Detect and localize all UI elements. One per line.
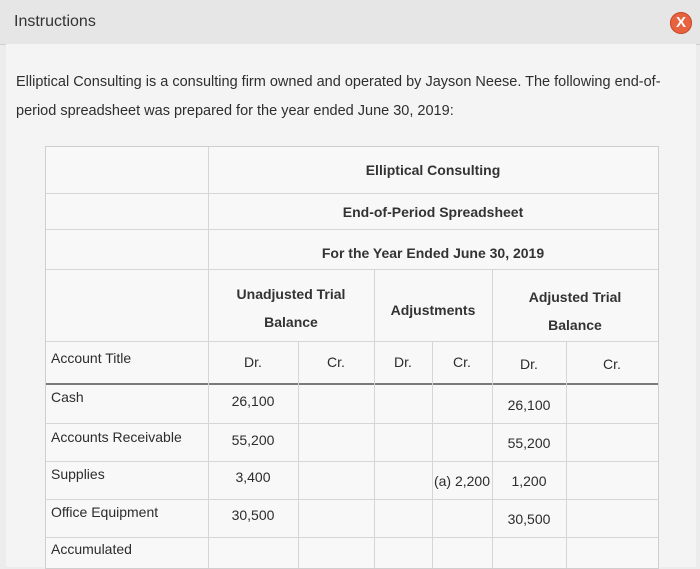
end-of-period-spreadsheet <box>45 146 659 569</box>
row-supplies-account: Supplies <box>51 466 105 482</box>
company-name: Elliptical Consulting <box>365 162 501 178</box>
col-account-title: Account Title <box>51 350 132 366</box>
row-ar-adjtb-dr[interactable]: 55,200 <box>507 435 551 451</box>
adjusted-header-line2: Balance <box>548 317 602 333</box>
close-button[interactable]: X <box>670 12 692 34</box>
row-office-equipment-unadj-dr[interactable]: 30,500 <box>231 507 275 523</box>
row-cash-account: Cash <box>51 389 84 405</box>
intro-paragraph: Elliptical Consulting is a consulting firm owned and operated by Jayson Neese. The following end-of-period spreadsheet was prepared for the year ended June 30, 2019: <box>16 74 661 119</box>
row-ar-account: Accounts Receivable <box>51 429 182 445</box>
row-supplies-unadj-dr[interactable]: 3,400 <box>235 469 271 485</box>
row-office-equipment-adjtb-dr[interactable]: 30,500 <box>507 511 551 527</box>
unadjusted-header-line2: Balance <box>264 314 318 330</box>
report-title: End-of-Period Spreadsheet <box>342 204 524 220</box>
row-supplies-adjtb-dr[interactable]: 1,200 <box>511 473 547 489</box>
col-adjtb-dr: Dr. <box>520 356 538 372</box>
row-ar-unadj-dr[interactable]: 55,200 <box>231 432 275 448</box>
window-titlebar <box>0 0 700 45</box>
row-cash-unadj-dr[interactable]: 26,100 <box>231 393 275 409</box>
adjustments-header: Adjustments <box>390 302 476 318</box>
row-supplies-adj-cr[interactable]: (a) 2,200 <box>433 473 491 489</box>
col-unadj-dr: Dr. <box>244 354 262 370</box>
col-adj-dr: Dr. <box>394 354 412 370</box>
row-cash-adjtb-dr[interactable]: 26,100 <box>507 397 551 413</box>
adjusted-header-line1: Adjusted Trial <box>528 289 622 305</box>
col-unadj-cr: Cr. <box>327 354 345 370</box>
unadjusted-header-line1: Unadjusted Trial <box>236 286 346 302</box>
window-title: Instructions <box>14 13 96 30</box>
row-office-equipment-account: Office Equipment <box>51 504 159 520</box>
col-adj-cr: Cr. <box>453 354 471 370</box>
col-adjtb-cr: Cr. <box>603 356 621 372</box>
report-period: For the Year Ended June 30, 2019 <box>321 245 545 261</box>
row-accumulated-account: Accumulated <box>51 541 132 557</box>
